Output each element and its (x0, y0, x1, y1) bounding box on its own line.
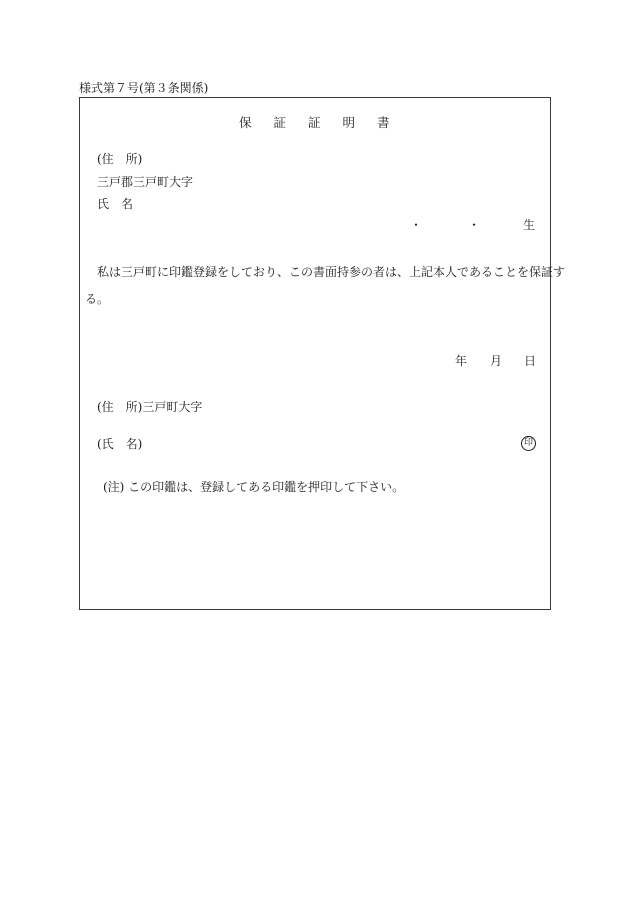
guarantor-address: (住 所)三戸町大字 (97, 400, 203, 414)
guarantee-statement-line-2: る。 (85, 292, 110, 306)
note-text: (注) この印鑑は、登録してある印鑑を押印して下さい。 (103, 480, 405, 494)
guarantee-statement-line-1: 私は三戸町に印鑑登録をしており、この書面持参の者は、上記本人であることを保証す (97, 265, 566, 279)
applicant-address-value: 三戸郡三戸町大字 (97, 175, 194, 189)
date-month-label: 月 (490, 354, 503, 368)
applicant-address-label: (住 所) (97, 152, 143, 166)
document-title: 保証証明書 (239, 115, 412, 130)
applicant-name-label: 氏 名 (97, 197, 134, 211)
birthdate-separator-1: ・ (410, 218, 423, 232)
guarantor-name-label: (氏 名) (97, 437, 143, 451)
date-year-label: 年 (455, 354, 468, 368)
date-day-label: 日 (524, 354, 537, 368)
seal-mark-icon: 印 (521, 436, 536, 451)
birthdate-separator-2: ・ (468, 218, 481, 232)
birthdate-suffix: 生 (523, 218, 536, 232)
certificate-frame (79, 97, 551, 610)
form-number-label: 様式第７号(第３条関係) (79, 81, 209, 95)
